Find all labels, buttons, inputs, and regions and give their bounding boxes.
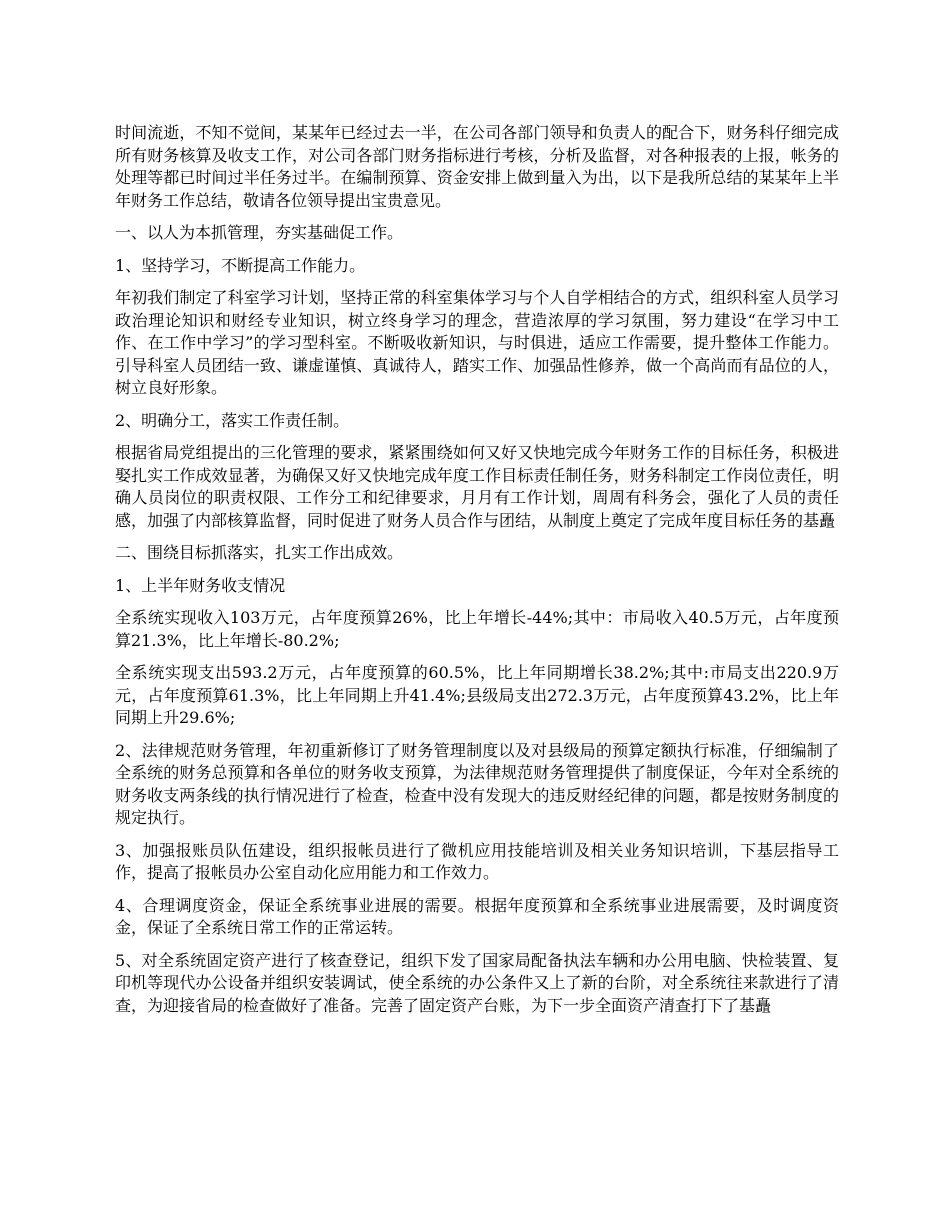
section-heading-2: 二、围绕目标抓落实，扎实工作出成效。 <box>115 543 404 562</box>
subheading-1-2: 2、明确分工，落实工作责任制。 <box>115 410 350 430</box>
subheading-2-1: 1、上半年财务收支情况 <box>115 575 286 595</box>
paragraph-item-5: 5、对全系统固定资产进行了核查登记，组织下发了国家局配备执法车辆和办公用电脑、快检装置、复印机等现代办公设备并组织安装调试，使全系统的办公条件又上了新的台阶，对全系统往来款进行了清查，为迎接省局的检查做好了准备。完善了固定资产台账，为下一步全面资产清查打下了基矗 <box>115 950 839 1015</box>
paragraph-item-4: 4、合理调度资金，保证全系统事业进展的需要。根据年度预算和全系统事业进展需要，及时调度资金，保证了全系统日常工作的正常运转。 <box>115 895 839 937</box>
paragraph-item-2: 2、法律规范财务管理，年初重新修订了财务管理制度以及对县级局的预算定额执行标准，仔细编制了全系统的财务总预算和各单位的财务收支预算，为法律规范财务管理提供了制度保证，今年对全系统的财务收支两条线的执行情况进行了检查，检查中没有发现大的违反财经纪律的问题，都是按财务制度的规定执行。 <box>115 740 839 827</box>
document-body <box>115 122 839 1027</box>
paragraph-expenditure: 全系统实现支出593.2万元，占年度预算的60.5%，比上年同期增长38.2%;其中:市局支出220.9万元，占年度预算61.3%，比上年同期上升41.4%;县级局支出272.3万元，占年度预算43.2%，比上年同期上升29.6%; <box>115 663 839 727</box>
section-heading-1: 一、以人为本抓管理，夯实基础促工作。 <box>115 223 404 242</box>
intro-paragraph: 时间流逝，不知不觉间，某某年已经过去一半，在公司各部门领导和负责人的配合下，财务科仔细完成所有财务核算及收支工作，对公司各部门财务指标进行考核，分析及监督，对各种报表的上报，帐务的处理等都已时间过半任务过半。在编制预算、资金安排上做到量入为出，以下是我所总结的某某年上半年财务工作总结，敬请各位领导提出宝贵意见。 <box>115 123 839 210</box>
paragraph-responsibility: 根据省局党组提出的三化管理的要求，紧紧围绕如何又好又快地完成今年财务工作的目标任务，积极进娶扎实工作成效显著，为确保又好又快地完成年度工作目标责任制任务，财务科制定工作岗位责任，明确人员岗位的职责权限、工作分工和纪律要求，月月有工作计划，周周有科务会，强化了人员的责任感，加强了内部核算监督，同时促进了财务人员合作与团结，从制度上奠定了完成年度目标任务的基矗 <box>115 443 839 530</box>
paragraph-item-3: 3、加强报账员队伍建设，组织报帐员进行了微机应用技能培训及相关业务知识培训，下基层指导工作，提高了报帐员办公室自动化应用能力和工作效力。 <box>115 840 839 882</box>
paragraph-study: 年初我们制定了科室学习计划，坚持正常的科室集体学习与个人自学相结合的方式，组织科室人员学习政治理论知识和财经专业知识，树立终身学习的理念，营造浓厚的学习氛围，努力建设“在学习中工作、在工作中学习”的学习型科室。不断吸收新知识，与时俱进，适应工作需要，提升整体工作能力。引导科室人员团结一致、谦虚谨慎、真诚待人，踏实工作、加强品性修养，做一个高尚而有品位的人，树立良好形象。 <box>115 288 839 397</box>
paragraph-income: 全系统实现收入103万元，占年度预算26%，比上年增长-44%;其中：市局收入40.5万元，占年度预算21.3%，比上年增长-80.2%; <box>115 608 839 650</box>
subheading-1-1: 1、坚持学习，不断提高工作能力。 <box>115 255 366 275</box>
